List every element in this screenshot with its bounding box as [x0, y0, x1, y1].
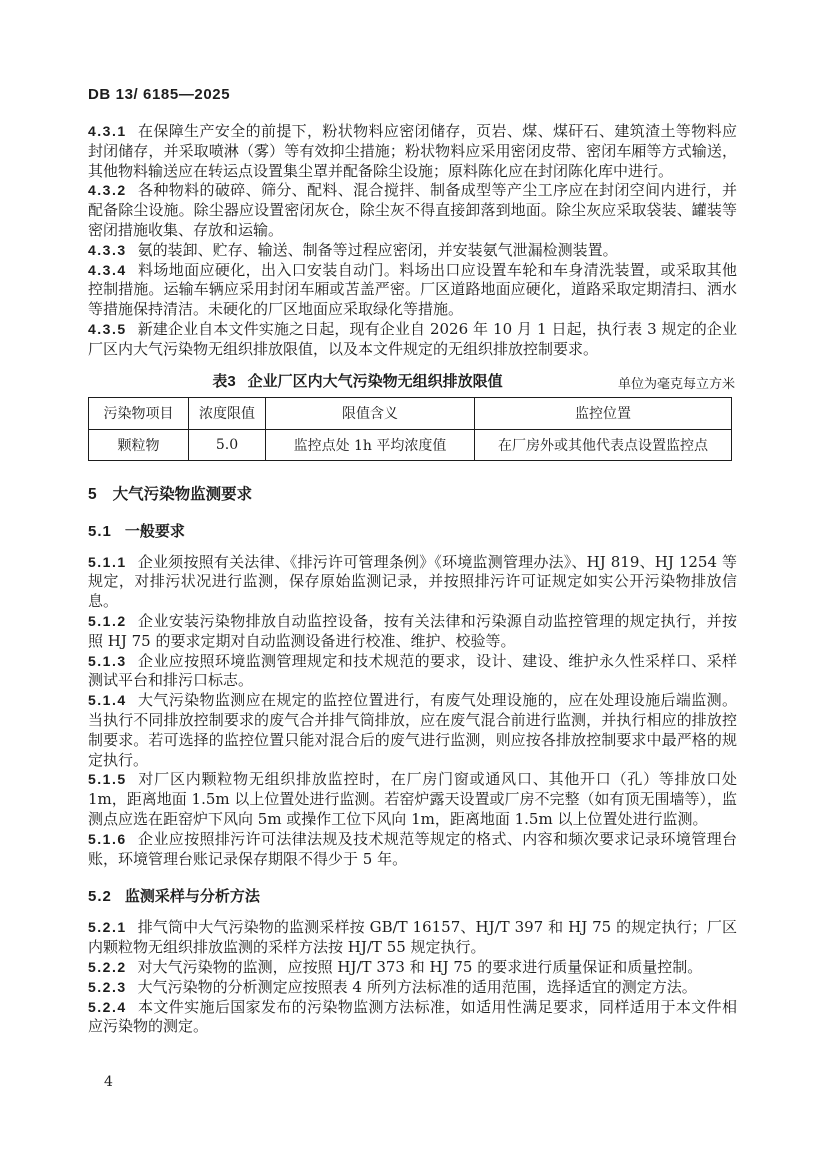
table3-caption-row: [88, 370, 737, 390]
clause-paragraph: [88, 320, 737, 360]
clause-number: 5.1.3: [88, 652, 127, 669]
clause-number: 4.3.3: [88, 241, 127, 258]
clause-number: 5.1.4: [88, 692, 127, 709]
clause-number: 4.3.1: [88, 123, 127, 139]
standard-number: DB 13/ 6185—2025: [88, 86, 231, 103]
clause-paragraph: [88, 553, 737, 612]
clause-number: 4.3.4: [88, 261, 127, 278]
clause-paragraph: [88, 612, 737, 652]
clause-text: 大气污染物的分析测定应按照表 4 所列方法标准的适用范围，选择适宜的测定方法。: [137, 977, 697, 996]
clause-paragraph: [88, 918, 737, 958]
clause-text: 企业应按照排污许可法律法规及技术规范等规定的格式、内容和频次要求记录环境管理台账，环境管理台账记录保存期限不得少于 5 年。: [88, 829, 737, 868]
clause-paragraph: [88, 978, 737, 998]
clause-paragraph: [88, 958, 737, 978]
clause-number: 5.2.1: [88, 919, 127, 936]
clause-text: 各种物料的破碎、筛分、配料、混合搅拌、制备成型等产尘工序应在封闭空间内进行，并配备除尘设施。除尘器应设置密闭灰仓，除尘灰不得直接卸落到地面。除尘灰应采取袋装、罐装等密闭措施收集、存放和运输。: [88, 181, 737, 239]
clause-text: 本文件实施后国家发布的污染物监测方法标准，如适用性满足要求，同样适用于本文件相应污染物的测定。: [88, 997, 737, 1036]
clause-number: 4.3.5: [88, 320, 127, 337]
table-header-cell: 监控位置: [475, 397, 732, 429]
section-number: 5.2: [88, 888, 112, 906]
clause-number: 5.1.1: [88, 553, 127, 570]
section-5-2-heading: [88, 885, 737, 906]
clause-text: 料场地面应硬化，出入口安装自动门。料场出口应设置车轮和车身清洗装置，或采取其他控制措施。运输车辆应采用封闭车厢或苫盖严密。厂区道路地面应硬化，道路采取定期清扫、洒水等措施保持清洁。未硬化的厂区地面应采取绿化等措施。: [88, 260, 737, 319]
clause-number: 5.2.3: [88, 978, 127, 995]
clause-text: 新建企业自本文件实施之日起，现有企业自 2026 年 10 月 1 日起，执行表 3 规定的企业厂区内大气污染物无组织排放限值，以及本文件规定的无组织排放控制要求。: [88, 319, 737, 358]
section-title: 一般要求: [124, 522, 185, 540]
clause-number: 5.1.6: [88, 830, 127, 847]
page-number: 4: [104, 1074, 113, 1090]
table-cell: 颗粒物: [89, 429, 189, 460]
clause-text: 对大气污染物的监测，应按照 HJ/T 373 和 HJ 75 的要求进行质量保证和质量控制。: [137, 957, 703, 976]
section-number: 5: [88, 485, 98, 503]
clause-text: 氨的装卸、贮存、输送、制备等过程应密闭，并安装氨气泄漏检测装置。: [137, 240, 618, 259]
table-header-cell: 浓度限值: [189, 397, 266, 429]
clause-paragraph: [88, 770, 737, 829]
clause-paragraph: [88, 830, 737, 870]
clause-text: 在保障生产安全的前提下，粉状物料应密闭储存，页岩、煤、煤矸石、建筑渣土等物料应封闭储存，并采取喷淋（雾）等有效抑尘措施；粉状物料应采用密闭皮带、密闭车厢等方式输送，其他物料输送应在转运点设置集尘罩并配备除尘设施；原料陈化应在封闭陈化库中进行。: [88, 122, 737, 180]
clause-number: 5.1.5: [88, 771, 127, 788]
page-content: [88, 86, 737, 1037]
table-cell: 5.0: [189, 429, 266, 460]
clause-paragraph: [88, 652, 737, 692]
clause-paragraph: [88, 998, 737, 1038]
table3-caption-label: 表3: [212, 372, 236, 390]
clause-text: 对厂区内颗粒物无组织排放监控时，在厂房门窗或通风口、其他开口（孔）等排放口处 1m，距离地面 1.5m 以上位置处进行监测。若窑炉露天设置或厂房不完整（如有顶无围墙等），监测点应选在距窑炉下风向 5m 或操作工位下风向 1m，距离地面 1.5m 以上位置处进行监测。: [88, 770, 737, 828]
clause-number: 5.2.2: [88, 958, 127, 975]
table-header-row: [89, 397, 732, 429]
table-header-cell: 污染物项目: [89, 397, 189, 429]
section-title: 大气污染物监测要求: [112, 485, 253, 503]
clause-paragraph: [88, 181, 737, 240]
table-cell: 在厂房外或其他代表点设置监控点: [475, 429, 732, 460]
clause-text: 大气污染物监测应在规定的监控位置进行，有废气处理设施的，应在处理设施后端监测。当执行不同排放控制要求的废气合并排气筒排放，应在废气混合前进行监测，并执行相应的排放控制要求。若可选择的监控位置只能对混合后的废气进行监测，则应按各排放控制要求中最严格的规定执行。: [88, 691, 737, 769]
table-header-cell: 限值含义: [266, 397, 475, 429]
table3-unit-note: 单位为毫克每立方米: [617, 376, 735, 392]
clause-paragraph: [88, 261, 737, 320]
section-number: 5.1: [88, 522, 112, 540]
clause-paragraph: [88, 691, 737, 770]
section-5-1-heading: [88, 520, 737, 541]
clause-text: 排气筒中大气污染物的监测采样按 GB/T 16157、HJ/T 397 和 HJ 75 的规定执行；厂区内颗粒物无组织排放监测的采样方法按 HJ/T 55 规定执行。: [88, 918, 737, 957]
clause-text: 企业安装污染物排放自动监控设备，按有关法律和污染源自动监控管理的规定执行，并按照 HJ 75 的要求定期对自动监测设备进行校准、维护、校验等。: [88, 611, 737, 650]
table3-caption-title: 企业厂区内大气污染物无组织排放限值: [247, 372, 503, 390]
table-row: [89, 429, 732, 460]
section-5-heading: [88, 482, 737, 504]
table-cell: 监控点处 1h 平均浓度值: [266, 429, 475, 460]
section-title: 监测采样与分析方法: [124, 888, 260, 906]
table3: [88, 397, 732, 461]
clause-text: 企业应按照环境监测管理规定和技术规范的要求，设计、建设、维护永久性采样口、采样测试平台和排污口标志。: [88, 651, 737, 690]
clause-number: 5.1.2: [88, 612, 127, 629]
clause-paragraph: [88, 241, 737, 261]
clause-text: 企业须按照有关法律、《排污许可管理条例》《环境监测管理办法》、HJ 819、HJ 1254 等规定，对排污状况进行监测，保存原始监测记录，并按照排污许可证规定如实公开污染物排放信息。: [88, 552, 737, 611]
clause-number: 4.3.2: [88, 182, 127, 199]
clause-paragraph: [88, 122, 737, 181]
clause-number: 5.2.4: [88, 998, 127, 1015]
